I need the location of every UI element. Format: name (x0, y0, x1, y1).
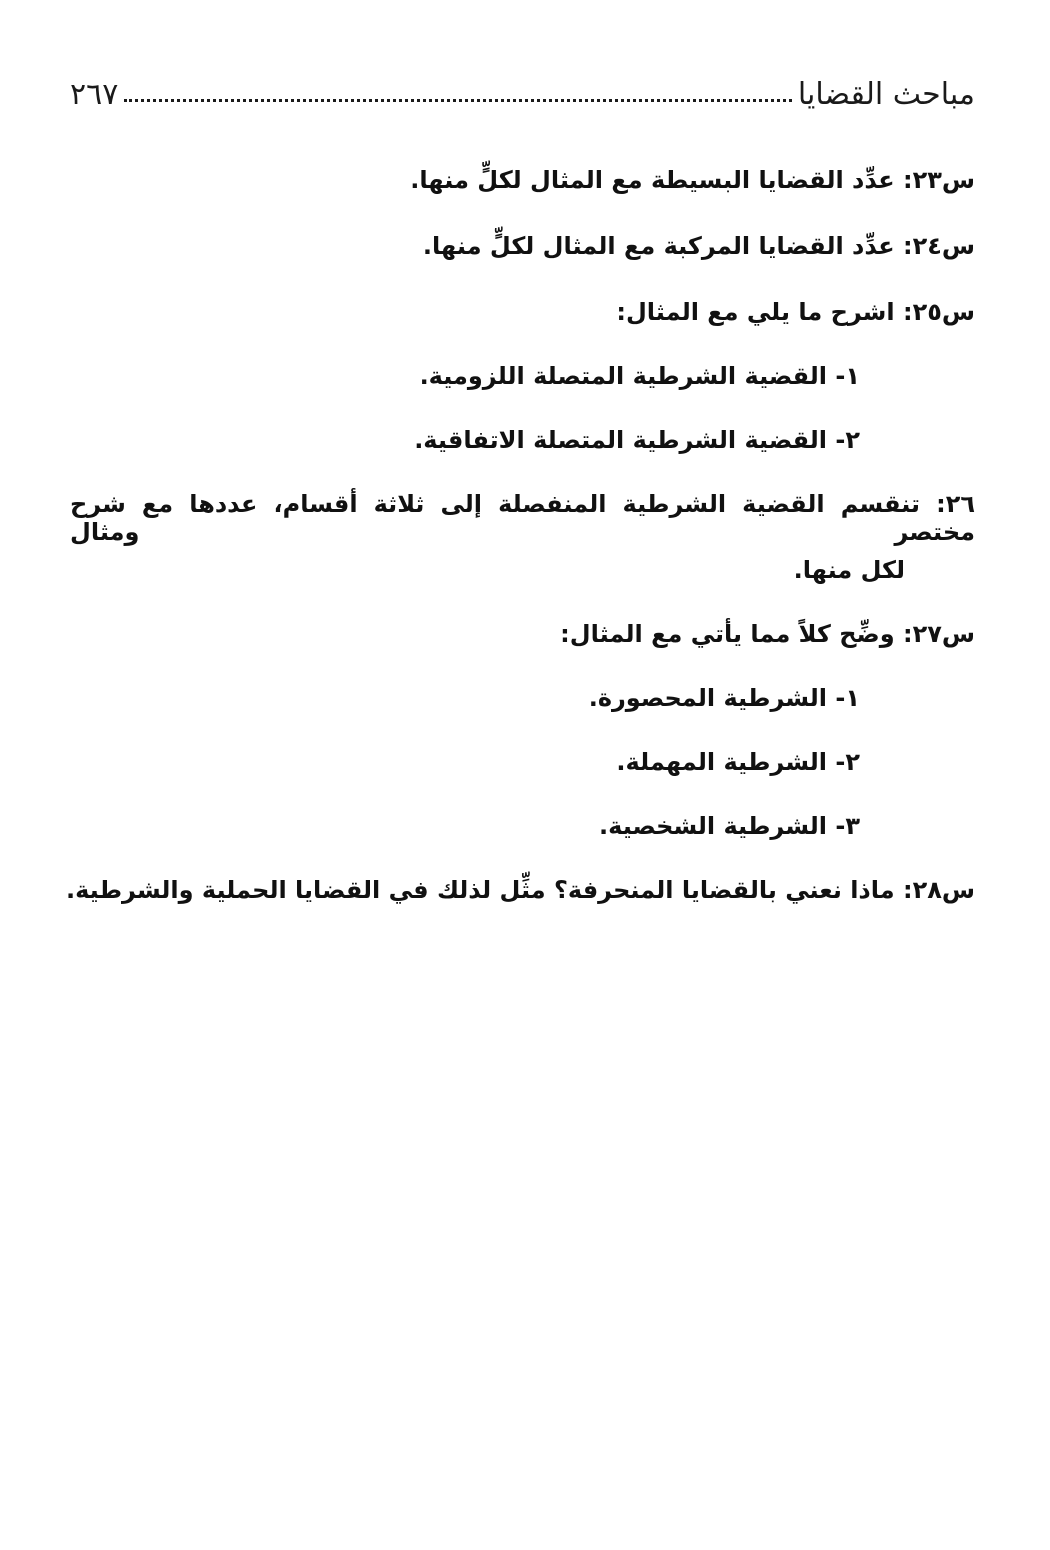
question-23: س٢٣: عدِّد القضايا البسيطة مع المثال لكلٍّ منها. (410, 166, 975, 194)
question-26-line-1: ٢٦: تنقسم القضية الشرطية المنفصلة إلى ثلاثة أقسام، عددها مع شرح مختصر ومثال (70, 490, 975, 546)
header-title: مباحث القضايا (797, 77, 975, 112)
header-dot-leader (124, 98, 792, 102)
page-number: ٢٦٧ (70, 77, 119, 112)
question-25: س٢٥: اشرح ما يلي مع المثال: (616, 298, 975, 326)
question-26-line-2: لكل منها. (793, 556, 905, 584)
question-25-item-1: ١- القضية الشرطية المتصلة اللزومية. (419, 362, 860, 390)
question-25-item-2: ٢- القضية الشرطية المتصلة الاتفاقية. (414, 426, 860, 454)
question-27-item-3: ٣- الشرطية الشخصية. (599, 812, 860, 840)
question-27: س٢٧: وضِّح كلاً مما يأتي مع المثال: (560, 620, 975, 648)
question-28: س٢٨: ماذا نعني بالقضايا المنحرفة؟ مثِّل لذلك في القضايا الحملية والشرطية. (65, 876, 975, 904)
question-24: س٢٤: عدِّد القضايا المركبة مع المثال لكلٍّ منها. (422, 232, 975, 260)
question-27-item-1: ١- الشرطية المحصورة. (588, 684, 860, 712)
running-header (70, 62, 975, 112)
question-27-item-2: ٢- الشرطية المهملة. (616, 748, 860, 776)
